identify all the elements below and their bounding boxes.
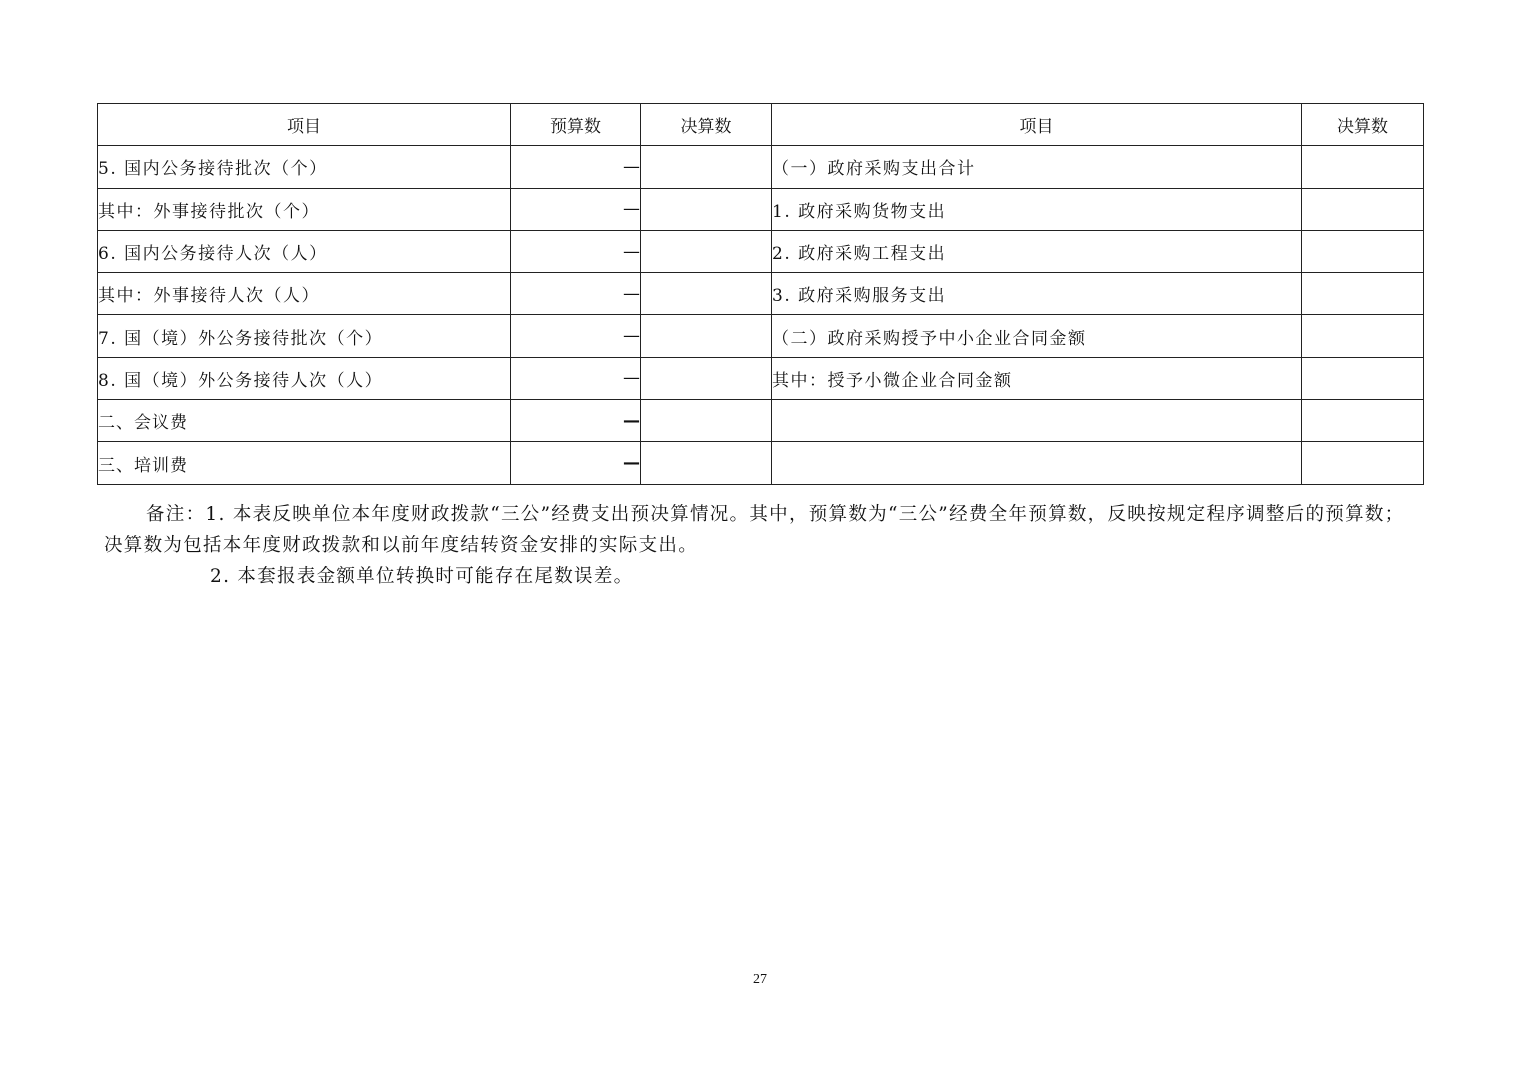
row-item-left: 其中：外事接待批次（个） [98, 188, 511, 230]
header-budget: 预算数 [511, 104, 641, 146]
header-actual-right: 决算数 [1302, 104, 1424, 146]
row-item-left: 二、会议费 [98, 400, 511, 442]
row-actual-left [641, 400, 772, 442]
row-item-left: 三、培训费 [98, 442, 511, 484]
row-budget: — [511, 400, 641, 442]
row-actual-left [641, 146, 772, 188]
expenditure-table [97, 103, 1424, 485]
page-number: 27 [753, 972, 767, 987]
row-budget: — [511, 230, 641, 272]
row-budget: — [511, 357, 641, 399]
row-actual-right [1302, 357, 1424, 399]
row-actual-left [641, 273, 772, 315]
row-budget: — [511, 442, 641, 484]
note-line-1: 备注：1. 本表反映单位本年度财政拨款“三公”经费支出预决算情况。其中，预算数为“三公”经费全年预算数，反映按规定程序调整后的预算数；决算数为包括本年度财政拨款和以前年度结转资金安排的实际支出。 [104, 504, 1405, 556]
row-actual-right [1302, 146, 1424, 188]
table-row [98, 230, 1424, 272]
row-budget: — [511, 273, 641, 315]
row-actual-right [1302, 442, 1424, 484]
header-actual-left: 决算数 [641, 104, 772, 146]
row-item-right: 2. 政府采购工程支出 [772, 230, 1302, 272]
row-actual-left [641, 442, 772, 484]
row-actual-right [1302, 230, 1424, 272]
row-item-right [772, 400, 1302, 442]
row-item-left: 其中：外事接待人次（人） [98, 273, 511, 315]
row-item-left: 6. 国内公务接待人次（人） [98, 230, 511, 272]
row-actual-right [1302, 315, 1424, 357]
row-item-left: 8. 国（境）外公务接待人次（人） [98, 357, 511, 399]
row-budget: — [511, 315, 641, 357]
note-line-2: 2. 本套报表金额单位转换时可能存在尾数误差。 [210, 566, 634, 587]
row-actual-left [641, 315, 772, 357]
row-item-right: 1. 政府采购货物支出 [772, 188, 1302, 230]
row-actual-left [641, 230, 772, 272]
table-row [98, 146, 1424, 188]
table-row [98, 315, 1424, 357]
row-item-right: 其中：授予小微企业合同金额 [772, 357, 1302, 399]
table-row [98, 357, 1424, 399]
row-item-left: 7. 国（境）外公务接待批次（个） [98, 315, 511, 357]
row-actual-right [1302, 188, 1424, 230]
row-actual-right [1302, 400, 1424, 442]
row-item-right: （一）政府采购支出合计 [772, 146, 1302, 188]
table-row [98, 188, 1424, 230]
row-actual-right [1302, 273, 1424, 315]
row-budget: — [511, 146, 641, 188]
header-item-left: 项目 [98, 104, 511, 146]
row-item-left: 5. 国内公务接待批次（个） [98, 146, 511, 188]
row-item-right: 3. 政府采购服务支出 [772, 273, 1302, 315]
table-row [98, 442, 1424, 484]
table-row [98, 400, 1424, 442]
row-actual-left [641, 357, 772, 399]
table-row [98, 273, 1424, 315]
row-item-right: （二）政府采购授予中小企业合同金额 [772, 315, 1302, 357]
row-actual-left [641, 188, 772, 230]
notes-section [104, 499, 1414, 592]
header-item-right: 项目 [772, 104, 1302, 146]
row-item-right [772, 442, 1302, 484]
table-header-row [98, 104, 1424, 146]
row-budget: — [511, 188, 641, 230]
